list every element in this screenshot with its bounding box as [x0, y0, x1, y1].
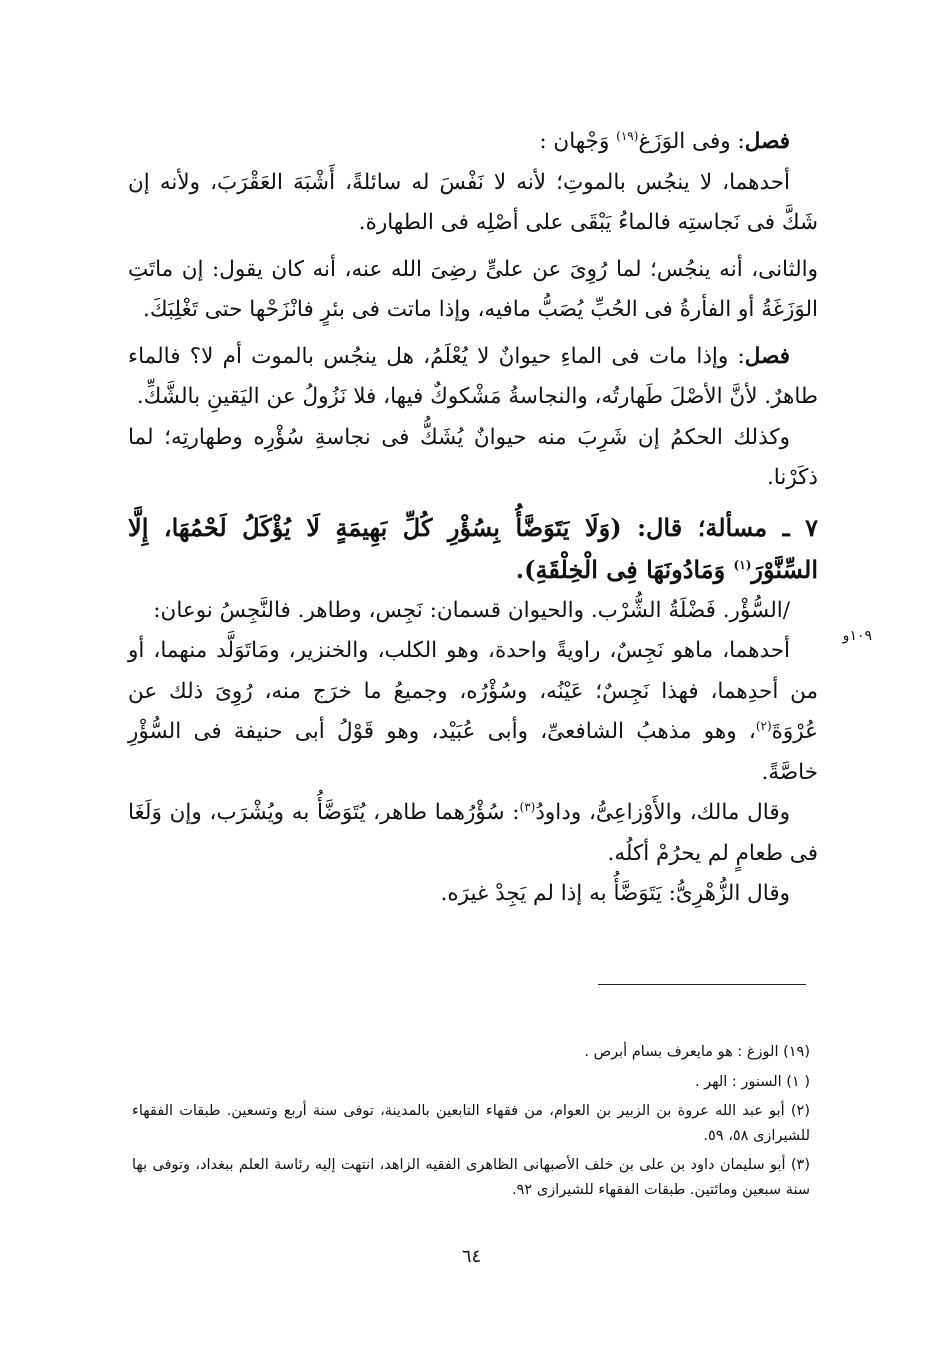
footnote-separator — [598, 984, 806, 985]
section-heading-wazagh: فصل: وفى الوَزَغ$^{(١٩)}$ وَجْهان : — [539, 128, 790, 154]
footnote-ref: (٢) — [755, 718, 772, 733]
section-paragraph: فصل: وإذا مات فى الماءِ حيوانٌ لا يُعْلَمُ، هل ينجُس بالموت أم لا؟ فالماء طاهرٌ. لأنَّ الأصْلَ طَهارتُه، والنجاسةُ مَشْكوكٌ فيها، فلا نَزُولُ عن اليَقينِ بالشَّكِّ. — [128, 343, 818, 409]
footnote: (٣) أبو سليمان داود بن على بن خلف الأصبهانى الظاهرى الفقيه الزاهد، انتهت إليه رئاسة العلم ببغداد، وتوفى بها سنة سبعين ومائتين. طبقات الفقهاء للشيرازى ٩٢. — [132, 1157, 810, 1198]
issue-heading: ٧ ـ مسألة؛ قال: (وَلَا يَتَوَضَّأُ بِسُؤْرِ كُلِّ بَهِيمَةٍ لَا يُؤْكَلُ لَحْمُهَا، إِلَّا السِّنَّوْرَ$^{(١)}$ وَمَادُونَهَا فِى الْخِلْقَةِ). — [128, 512, 819, 584]
footnote-ref: (١٩) — [616, 128, 639, 143]
section-label: فصل — [744, 343, 790, 369]
main-text — [128, 122, 818, 915]
footnote: (١٩) الوزغ : هو مايعرف بسام أبرص . — [584, 1044, 810, 1060]
paragraph: والثانى، أنه ينجُس؛ لما رُوِىَ عن علىٍّ رضِىَ الله عنه، أنه كان يقول: إن ماتَتِ الوَزَغَةُ أو الفأرةُ فى الحُبِّ يُصَبُّ مافيه، وإذا ماتت فى بئرٍ فانْزَحْها حتى تَغْلِبَكَ. — [128, 256, 818, 322]
footnote-ref: (١) — [733, 557, 752, 572]
footnote: (٢) أبو عبد الله عروة بن الزبير بن العوام، من فقهاء التابعين بالمدينة، توفى سنة أربع وتسعين. طبقات الفقهاء للشيرازى ٥٨، ٥٩. — [132, 1103, 810, 1144]
footnote-ref: (٣) — [519, 799, 536, 814]
paragraph: وكذلك الحكمُ إن شَرِبَ منه حيوانٌ يُشَكُّ فى نجاسةِ سُؤْرِه وطهارتِه؛ لما ذكَرْنا. — [128, 424, 818, 490]
footnote: ( ١) السنور : الهر . — [694, 1073, 810, 1090]
paragraph: أحدهما، ماهو نَجِسٌ، راويةً واحدة، وهو الكلب، والخنزير، ومَاتَوَلَّد منهما، أو من أحدِهما، فهذا نَجِسٌ؛ عَيْنُه، وسُؤْرُه، وجميعُ ما خرَج منه، رُوِىَ ذلك عن عُرْوَةَ$^{(٢)}$، وهو مذهبُ الشافعىِّ، وأبى عُبَيْد، وهو قَوْلُ أبى حنيفة فى السُّؤْرِ خاصَّةً. — [128, 638, 818, 785]
manuscript-folio-note: ١٠٩و — [842, 628, 872, 644]
paragraph: وقال الزُّهْرِىُّ: يَتَوَضَّأُ به إذا لم يَجِدْ غيرَه. — [440, 881, 790, 906]
paragraph: /السُّؤْر. فَضْلَةُ الشُّرْب. والحيوان قسمان: نَجِس، وطاهر. فالنَّجِسُ نوعان: — [153, 597, 790, 623]
section-label: فصل — [744, 129, 790, 154]
footnotes — [132, 1040, 810, 1207]
page-number: ٦٤ — [461, 1246, 482, 1267]
paragraph: وقال مالك، والأَوْزاعِىُّ، وداودُ$^{(٣)}$: سُؤْرُهما طاهر، يُتَوَضَّأُ به ويُشْرَب، وإن وَلَغَا فى طعامٍ لم يحرُمْ أكلُه. — [128, 799, 818, 866]
paragraph: أحدهما، لا ينجُس بالموتِ؛ لأنه لا نَفْسَ له سائلةً، أَشْبَهَ العَقْرَبَ، ولأنه إن شَكَّ فى نَجاستِه فالماءُ يَبْقَى على أصْلِه فى الطهارة. — [128, 169, 818, 235]
